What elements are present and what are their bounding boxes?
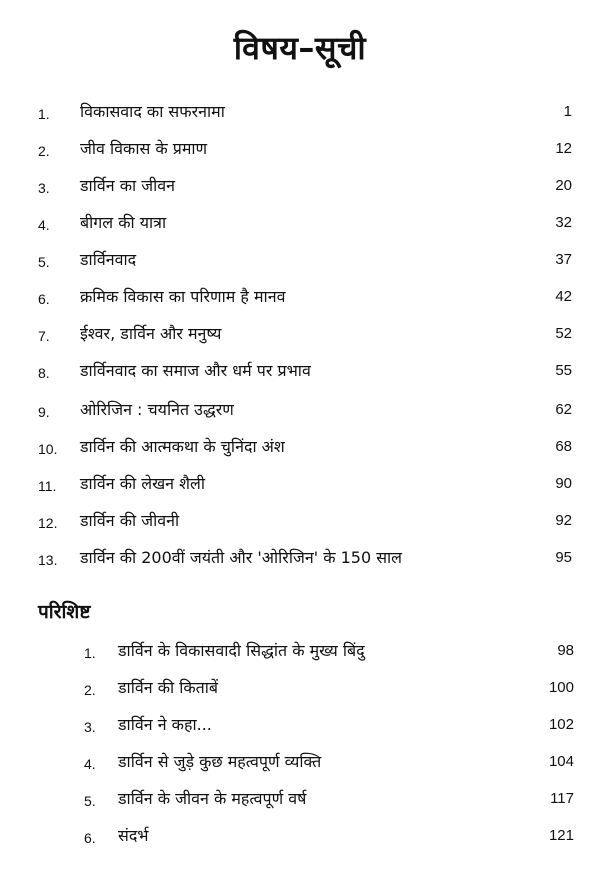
toc-number: 5. (38, 254, 50, 270)
appendix-page: 117 (550, 790, 574, 807)
toc-page: 90 (555, 475, 572, 492)
appendix-title: डार्विन ने कहा... (118, 715, 212, 734)
toc-title: डार्विन की आत्मकथा के चुनिंदा अंश (80, 437, 285, 456)
appendix-row (84, 823, 574, 849)
toc-page: 12 (555, 140, 572, 157)
toc-title: डार्विन की लेखन शैली (80, 474, 206, 493)
page-title: विषय–सूची (233, 29, 367, 67)
appendix-number: 3. (84, 719, 96, 735)
toc-title: क्रमिक विकास का परिणाम है मानव (80, 287, 286, 306)
toc-page: 42 (555, 288, 572, 305)
toc-title: ओरिजिन : चयनित उद्धरण (80, 400, 234, 419)
toc-title: डार्विन का जीवन (80, 176, 176, 195)
appendix-page: 104 (548, 753, 574, 770)
toc-row (38, 545, 572, 571)
appendix-title: संदर्भ (118, 826, 149, 845)
toc-row (38, 508, 572, 534)
appendix-row (84, 712, 574, 738)
toc-page: 55 (555, 362, 572, 379)
toc-title: डार्विन की जीवनी (80, 511, 180, 530)
toc-title: ईश्वर, डार्विन और मनुष्य (80, 324, 222, 343)
toc-number: 3. (38, 180, 50, 196)
toc-number: 2. (38, 143, 50, 159)
toc-row (38, 247, 572, 273)
toc-page: 32 (555, 214, 572, 231)
toc-row (38, 173, 572, 199)
toc-number: 13. (38, 552, 58, 568)
toc-title: डार्विन की 200वीं जयंती और 'ओरिजिन' के 150 साल (80, 548, 403, 567)
toc-row (38, 210, 572, 236)
toc-row (38, 284, 572, 310)
toc-title: डार्विनवाद (80, 250, 137, 269)
appendix-title: डार्विन की किताबें (118, 678, 219, 697)
appendix-heading: परिशिष्ट (38, 601, 91, 623)
appendix-title: डार्विन के जीवन के महत्वपूर्ण वर्ष (118, 789, 307, 808)
appendix-row (84, 786, 574, 812)
toc-page: 52 (555, 325, 572, 342)
toc-row (38, 471, 572, 497)
appendix-number: 1. (84, 645, 96, 661)
appendix-number: 5. (84, 793, 96, 809)
appendix-page: 102 (548, 716, 574, 733)
toc-row (38, 321, 572, 347)
appendix-page: 100 (548, 679, 574, 696)
toc-row (38, 434, 572, 460)
appendix-row (84, 749, 574, 775)
toc-number: 8. (38, 365, 50, 381)
toc-page: 95 (555, 549, 572, 566)
appendix-page: 98 (557, 642, 574, 659)
toc-number: 11. (38, 478, 57, 494)
toc-title: विकासवाद का सफरनामा (80, 102, 225, 121)
toc-title: बीगल की यात्रा (80, 213, 167, 232)
toc-page: 1 (563, 103, 572, 120)
toc-page: 37 (555, 251, 572, 268)
toc-row (38, 397, 572, 423)
appendix-number: 4. (84, 756, 96, 772)
toc-row (38, 136, 572, 162)
appendix-number: 6. (84, 830, 96, 846)
toc-page: 68 (555, 438, 572, 455)
appendix-page: 121 (548, 827, 574, 844)
toc-row (38, 358, 572, 384)
toc-number: 6. (38, 291, 50, 307)
toc-number: 9. (38, 404, 50, 420)
toc-page: 20 (555, 177, 572, 194)
toc-number: 1. (38, 106, 50, 122)
appendix-number: 2. (84, 682, 96, 698)
toc-number: 4. (38, 217, 50, 233)
toc-title: डार्विनवाद का समाज और धर्म पर प्रभाव (80, 361, 311, 380)
appendix-title: डार्विन से जुड़े कुछ महत्वपूर्ण व्यक्ति (118, 752, 322, 771)
toc-page: 62 (555, 401, 572, 418)
toc-number: 7. (38, 328, 50, 344)
toc-title: जीव विकास के प्रमाण (80, 139, 208, 158)
appendix-row (84, 638, 574, 664)
toc-number: 12. (38, 515, 58, 531)
toc-row (38, 99, 572, 125)
toc-page: 92 (555, 512, 572, 529)
appendix-row (84, 675, 574, 701)
appendix-title: डार्विन के विकासवादी सिद्धांत के मुख्य बिंदु (118, 641, 365, 660)
toc-number: 10. (38, 441, 58, 457)
